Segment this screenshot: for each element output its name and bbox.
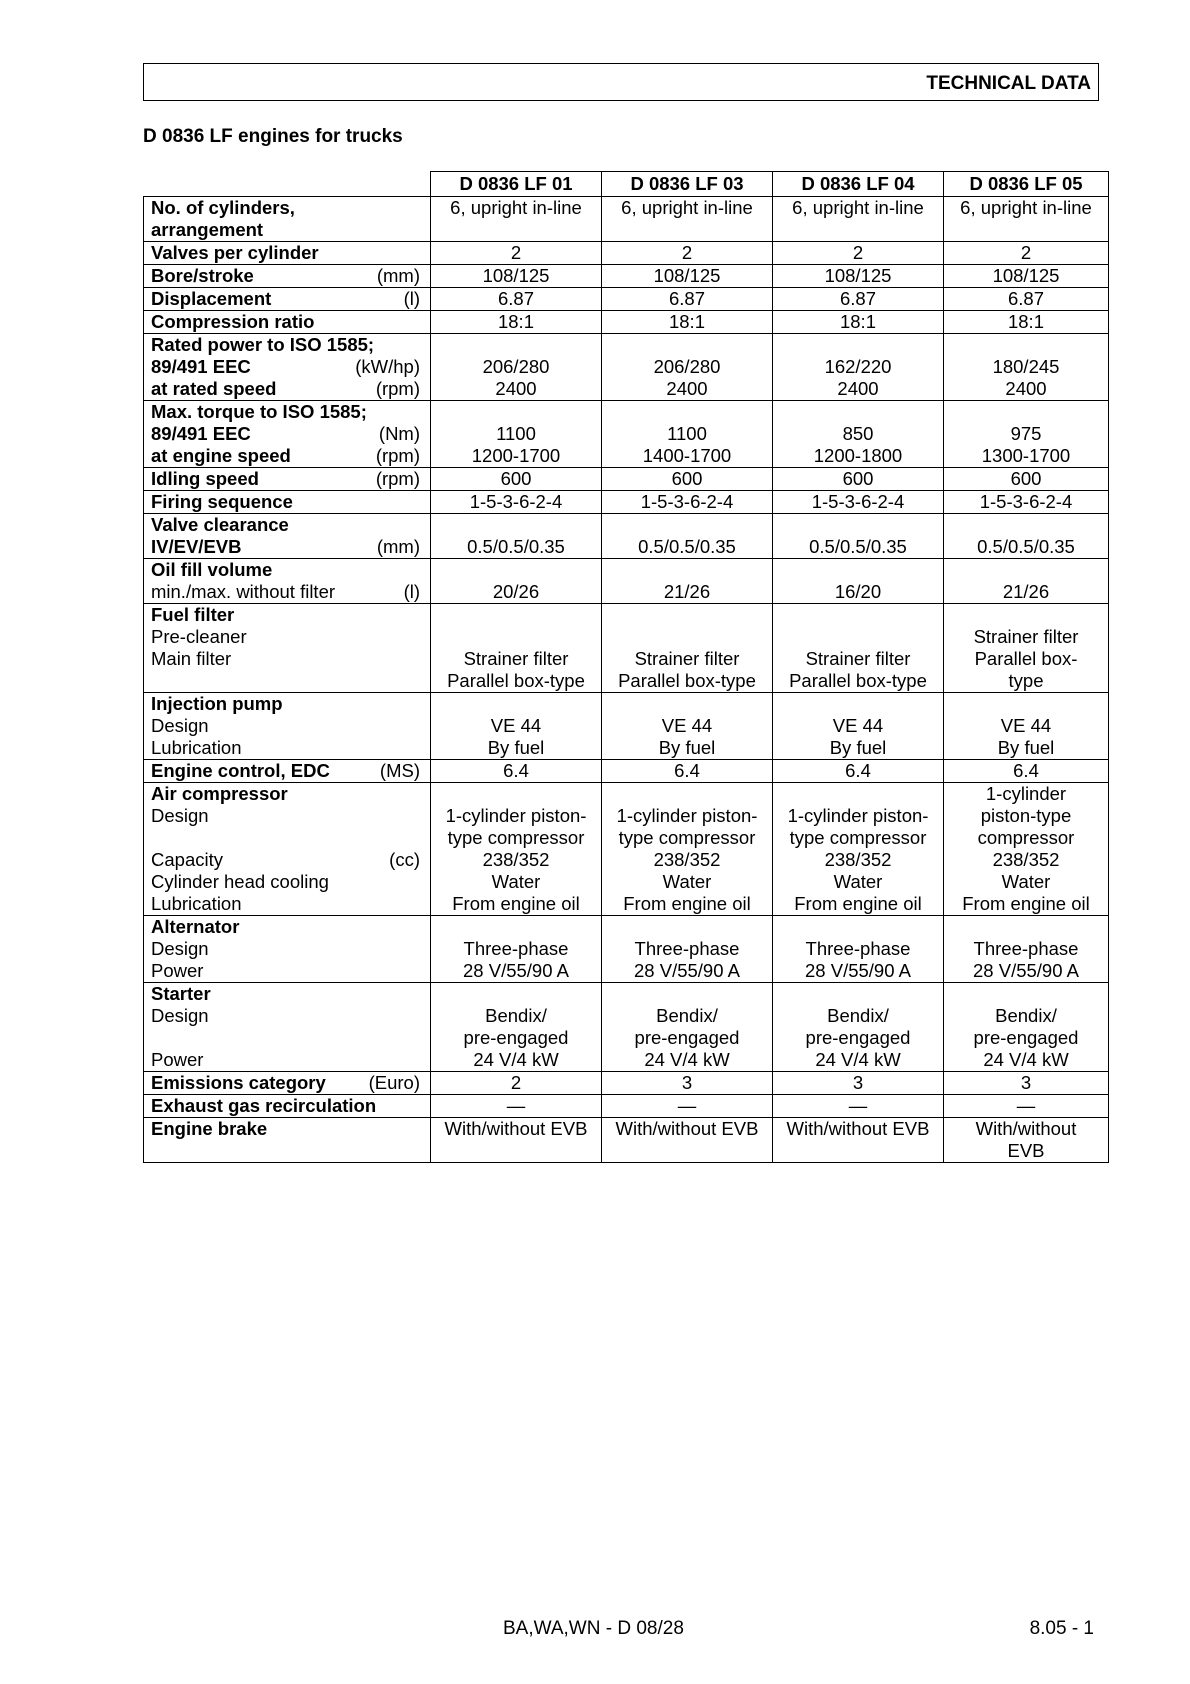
parameter-label: Power: [151, 1049, 204, 1070]
table-row: [144, 760, 1109, 783]
parameter-cell: [144, 311, 431, 334]
value-cell: —: [773, 1095, 944, 1118]
parameter-line: [151, 1049, 420, 1071]
value-cell: 1-cylinder piston- type compressor 238/352 Water From engine oil: [773, 783, 944, 916]
table-row: [144, 491, 1109, 514]
parameter-cell: [144, 468, 431, 491]
footer-page-number: 8.05 - 1: [1029, 1618, 1094, 1639]
parameter-cell: [144, 334, 431, 401]
value-cell: 21/26: [944, 559, 1109, 604]
parameter-line: [151, 536, 420, 558]
parameter-unit: (MS): [379, 760, 420, 781]
value-cell: 6.4: [944, 760, 1109, 783]
parameter-unit: (Euro): [368, 1072, 420, 1093]
value-cell: VE 44 By fuel: [773, 693, 944, 760]
value-cell: 18:1: [602, 311, 773, 334]
parameter-label: Air compressor: [151, 783, 288, 804]
parameter-cell: [144, 1072, 431, 1095]
value-cell: 1-cylinder piston-type compressor 238/352 Water From engine oil: [944, 783, 1109, 916]
parameter-unit: (cc): [389, 849, 420, 870]
value-cell: 21/26: [602, 559, 773, 604]
parameter-line: [151, 626, 420, 648]
table-row: [144, 468, 1109, 491]
parameter-line: [151, 938, 420, 960]
parameter-line: [151, 311, 420, 333]
parameter-line: [151, 219, 420, 241]
parameter-label: Firing sequence: [151, 491, 293, 512]
parameter-label: Alternator: [151, 916, 240, 937]
value-cell: Strainer filter Parallel box-type: [773, 604, 944, 693]
value-cell: VE 44 By fuel: [431, 693, 602, 760]
parameter-unit: (kW/hp): [355, 356, 420, 377]
parameter-label: Engine brake: [151, 1118, 268, 1139]
value-cell: 1100 1400-1700: [602, 401, 773, 468]
parameter-line: [151, 197, 420, 219]
parameter-line: [151, 491, 420, 513]
value-cell: 3: [773, 1072, 944, 1095]
column-header: D 0836 LF 05: [944, 172, 1109, 197]
parameter-label: min./max. without filter: [151, 581, 336, 602]
parameter-unit: (l): [403, 288, 420, 309]
parameter-line: [151, 849, 420, 871]
parameter-cell: [144, 783, 431, 916]
value-cell: VE 44 By fuel: [944, 693, 1109, 760]
parameter-label: Engine control, EDC: [151, 760, 330, 781]
parameter-label: Design: [151, 715, 209, 736]
parameter-line: [151, 265, 420, 287]
value-cell: 18:1: [431, 311, 602, 334]
parameter-line: [151, 581, 420, 603]
parameter-line: [151, 559, 420, 581]
parameter-line: [151, 805, 420, 827]
parameter-label: Displacement: [151, 288, 272, 309]
table-row: [144, 401, 1109, 468]
parameter-label: IV/EV/EVB: [151, 536, 242, 557]
table-row: [144, 916, 1109, 983]
parameter-unit: (rpm): [375, 445, 420, 466]
parameter-label: arrangement: [151, 219, 264, 240]
parameter-label: Injection pump: [151, 693, 283, 714]
value-cell: 6.4: [773, 760, 944, 783]
value-cell: 2: [944, 242, 1109, 265]
section-title: TECHNICAL DATA: [926, 73, 1091, 94]
value-cell: Strainer filter Parallel box-type: [602, 604, 773, 693]
value-cell: 180/245 2400: [944, 334, 1109, 401]
value-cell: —: [431, 1095, 602, 1118]
value-cell: With/without EVB: [944, 1118, 1109, 1163]
table-row: [144, 983, 1109, 1072]
parameter-unit: (Nm): [378, 423, 420, 444]
parameter-line: [151, 983, 420, 1005]
value-cell: Three-phase 28 V/55/90 A: [944, 916, 1109, 983]
value-cell: 975 1300-1700: [944, 401, 1109, 468]
parameter-line: [151, 356, 420, 378]
value-cell: 850 1200-1800: [773, 401, 944, 468]
value-cell: Bendix/ pre-engaged 24 V/4 kW: [944, 983, 1109, 1072]
value-cell: 600: [773, 468, 944, 491]
table-row: [144, 1072, 1109, 1095]
value-cell: Strainer filter Parallel box-type: [431, 604, 602, 693]
parameter-line: [151, 737, 420, 759]
parameter-unit: (rpm): [375, 378, 420, 399]
value-cell: 108/125: [431, 265, 602, 288]
parameter-line: [151, 783, 420, 805]
parameter-label: Starter: [151, 983, 211, 1004]
value-cell: 600: [431, 468, 602, 491]
parameter-line: [151, 960, 420, 982]
parameter-line: [151, 514, 420, 536]
parameter-label: Max. torque to ISO 1585;: [151, 401, 367, 422]
value-cell: 6.87: [602, 288, 773, 311]
parameter-line: [151, 445, 420, 467]
parameter-cell: [144, 514, 431, 559]
table-row: [144, 1095, 1109, 1118]
parameter-line: [151, 648, 420, 670]
parameter-label: Valves per cylinder: [151, 242, 319, 263]
value-cell: VE 44 By fuel: [602, 693, 773, 760]
value-cell: 1-cylinder piston- type compressor 238/352 Water From engine oil: [602, 783, 773, 916]
value-cell: Three-phase 28 V/55/90 A: [773, 916, 944, 983]
parameter-label: at engine speed: [151, 445, 291, 466]
value-cell: 1-5-3-6-2-4: [431, 491, 602, 514]
value-cell: 3: [944, 1072, 1109, 1095]
parameter-label: Compression ratio: [151, 311, 315, 332]
parameter-line: [151, 401, 420, 423]
parameter-cell: [144, 604, 431, 693]
value-cell: 1100 1200-1700: [431, 401, 602, 468]
value-cell: With/without EVB: [602, 1118, 773, 1163]
value-cell: 6, upright in-line: [602, 197, 773, 242]
parameter-line: [151, 1140, 420, 1162]
value-cell: Bendix/ pre-engaged 24 V/4 kW: [431, 983, 602, 1072]
parameter-label: Capacity: [151, 849, 223, 870]
parameter-line: [151, 715, 420, 737]
parameter-line: [151, 871, 420, 893]
value-cell: 3: [602, 1072, 773, 1095]
parameter-line: [151, 378, 420, 400]
table-row: [144, 334, 1109, 401]
value-cell: 1-cylinder piston- type compressor 238/352 Water From engine oil: [431, 783, 602, 916]
value-cell: 18:1: [944, 311, 1109, 334]
parameter-cell: [144, 288, 431, 311]
value-cell: 0.5/0.5/0.35: [773, 514, 944, 559]
value-cell: 2: [431, 1072, 602, 1095]
parameter-line: [151, 893, 420, 915]
column-header: D 0836 LF 03: [602, 172, 773, 197]
value-cell: With/without EVB: [431, 1118, 602, 1163]
value-cell: 206/280 2400: [602, 334, 773, 401]
spec-table: [143, 171, 1109, 1163]
parameter-line: [151, 468, 420, 490]
column-header: D 0836 LF 01: [431, 172, 602, 197]
parameter-unit: (mm): [376, 536, 420, 557]
value-cell: Strainer filter Parallel box- type: [944, 604, 1109, 693]
parameter-line: [151, 1005, 420, 1027]
page-title: D 0836 LF engines for trucks: [143, 126, 403, 147]
value-cell: Bendix/ pre-engaged 24 V/4 kW: [602, 983, 773, 1072]
parameter-line: [151, 423, 420, 445]
parameter-label: No. of cylinders,: [151, 197, 295, 218]
column-header: D 0836 LF 04: [773, 172, 944, 197]
value-cell: 600: [944, 468, 1109, 491]
value-cell: —: [944, 1095, 1109, 1118]
footer-doc-code: BA,WA,WN - D 08/28: [503, 1618, 684, 1639]
parameter-label: Design: [151, 938, 209, 959]
parameter-label: Lubrication: [151, 893, 242, 914]
value-cell: 6, upright in-line: [773, 197, 944, 242]
parameter-label: at rated speed: [151, 378, 277, 399]
table-row: [144, 783, 1109, 916]
parameter-cell: [144, 1118, 431, 1163]
parameter-cell: [144, 760, 431, 783]
parameter-label: Bore/stroke: [151, 265, 254, 286]
value-cell: 6.87: [773, 288, 944, 311]
value-cell: 108/125: [773, 265, 944, 288]
parameter-label: Valve clearance: [151, 514, 289, 535]
parameter-label: Cylinder head cooling: [151, 871, 329, 892]
value-cell: 18:1: [773, 311, 944, 334]
parameter-label: Main filter: [151, 648, 232, 669]
parameter-line: [151, 916, 420, 938]
value-cell: 600: [602, 468, 773, 491]
parameter-label: Pre-cleaner: [151, 626, 247, 647]
value-cell: 0.5/0.5/0.35: [431, 514, 602, 559]
value-cell: 20/26: [431, 559, 602, 604]
parameter-line: [151, 670, 420, 692]
value-cell: 1-5-3-6-2-4: [602, 491, 773, 514]
value-cell: 206/280 2400: [431, 334, 602, 401]
value-cell: 0.5/0.5/0.35: [602, 514, 773, 559]
parameter-label: Exhaust gas recirculation: [151, 1095, 377, 1116]
value-cell: Bendix/ pre-engaged 24 V/4 kW: [773, 983, 944, 1072]
value-cell: 108/125: [602, 265, 773, 288]
value-cell: 6.4: [602, 760, 773, 783]
parameter-label: Fuel filter: [151, 604, 235, 625]
value-cell: 6, upright in-line: [944, 197, 1109, 242]
parameter-label: 89/491 EEC: [151, 423, 251, 444]
parameter-cell: [144, 265, 431, 288]
parameter-cell: [144, 1095, 431, 1118]
parameter-label: Design: [151, 805, 209, 826]
parameter-line: [151, 827, 420, 849]
table-row: [144, 514, 1109, 559]
parameter-cell: [144, 401, 431, 468]
parameter-line: [151, 1072, 420, 1094]
parameter-line: [151, 604, 420, 626]
value-cell: 6.87: [944, 288, 1109, 311]
parameter-cell: [144, 559, 431, 604]
parameter-line: [151, 1027, 420, 1049]
parameter-cell: [144, 242, 431, 265]
table-row: [144, 604, 1109, 693]
parameter-cell: [144, 491, 431, 514]
parameter-label: Idling speed: [151, 468, 259, 489]
parameter-line: [151, 288, 420, 310]
value-cell: 6, upright in-line: [431, 197, 602, 242]
value-cell: 16/20: [773, 559, 944, 604]
parameter-line: [151, 1095, 420, 1117]
value-cell: 2: [773, 242, 944, 265]
corner-cell: [144, 172, 431, 197]
value-cell: 162/220 2400: [773, 334, 944, 401]
parameter-label: 89/491 EEC: [151, 356, 251, 377]
parameter-cell: [144, 916, 431, 983]
header-box: [143, 63, 1099, 101]
table-header-row: [144, 172, 1109, 197]
value-cell: Three-phase 28 V/55/90 A: [602, 916, 773, 983]
value-cell: 6.4: [431, 760, 602, 783]
table-row: [144, 242, 1109, 265]
value-cell: 2: [431, 242, 602, 265]
table-row: [144, 693, 1109, 760]
parameter-line: [151, 760, 420, 782]
parameter-label: Emissions category: [151, 1072, 326, 1093]
table-row: [144, 197, 1109, 242]
parameter-unit: (l): [403, 581, 420, 602]
parameter-label: Lubrication: [151, 737, 242, 758]
parameter-cell: [144, 197, 431, 242]
parameter-label: Rated power to ISO 1585;: [151, 334, 375, 355]
value-cell: 2: [602, 242, 773, 265]
parameter-line: [151, 693, 420, 715]
parameter-label: Power: [151, 960, 204, 981]
parameter-label: Oil fill volume: [151, 559, 273, 580]
table-row: [144, 559, 1109, 604]
parameter-label: Design: [151, 1005, 209, 1026]
value-cell: With/without EVB: [773, 1118, 944, 1163]
value-cell: 6.87: [431, 288, 602, 311]
parameter-line: [151, 1118, 420, 1140]
table-row: [144, 288, 1109, 311]
parameter-line: [151, 242, 420, 264]
parameter-unit: (mm): [376, 265, 420, 286]
table-row: [144, 1118, 1109, 1163]
value-cell: Three-phase 28 V/55/90 A: [431, 916, 602, 983]
value-cell: —: [602, 1095, 773, 1118]
value-cell: 108/125: [944, 265, 1109, 288]
parameter-unit: (rpm): [375, 468, 420, 489]
parameter-cell: [144, 693, 431, 760]
parameter-cell: [144, 983, 431, 1072]
parameter-line: [151, 334, 420, 356]
value-cell: 1-5-3-6-2-4: [773, 491, 944, 514]
table-row: [144, 265, 1109, 288]
value-cell: 0.5/0.5/0.35: [944, 514, 1109, 559]
table-row: [144, 311, 1109, 334]
value-cell: 1-5-3-6-2-4: [944, 491, 1109, 514]
